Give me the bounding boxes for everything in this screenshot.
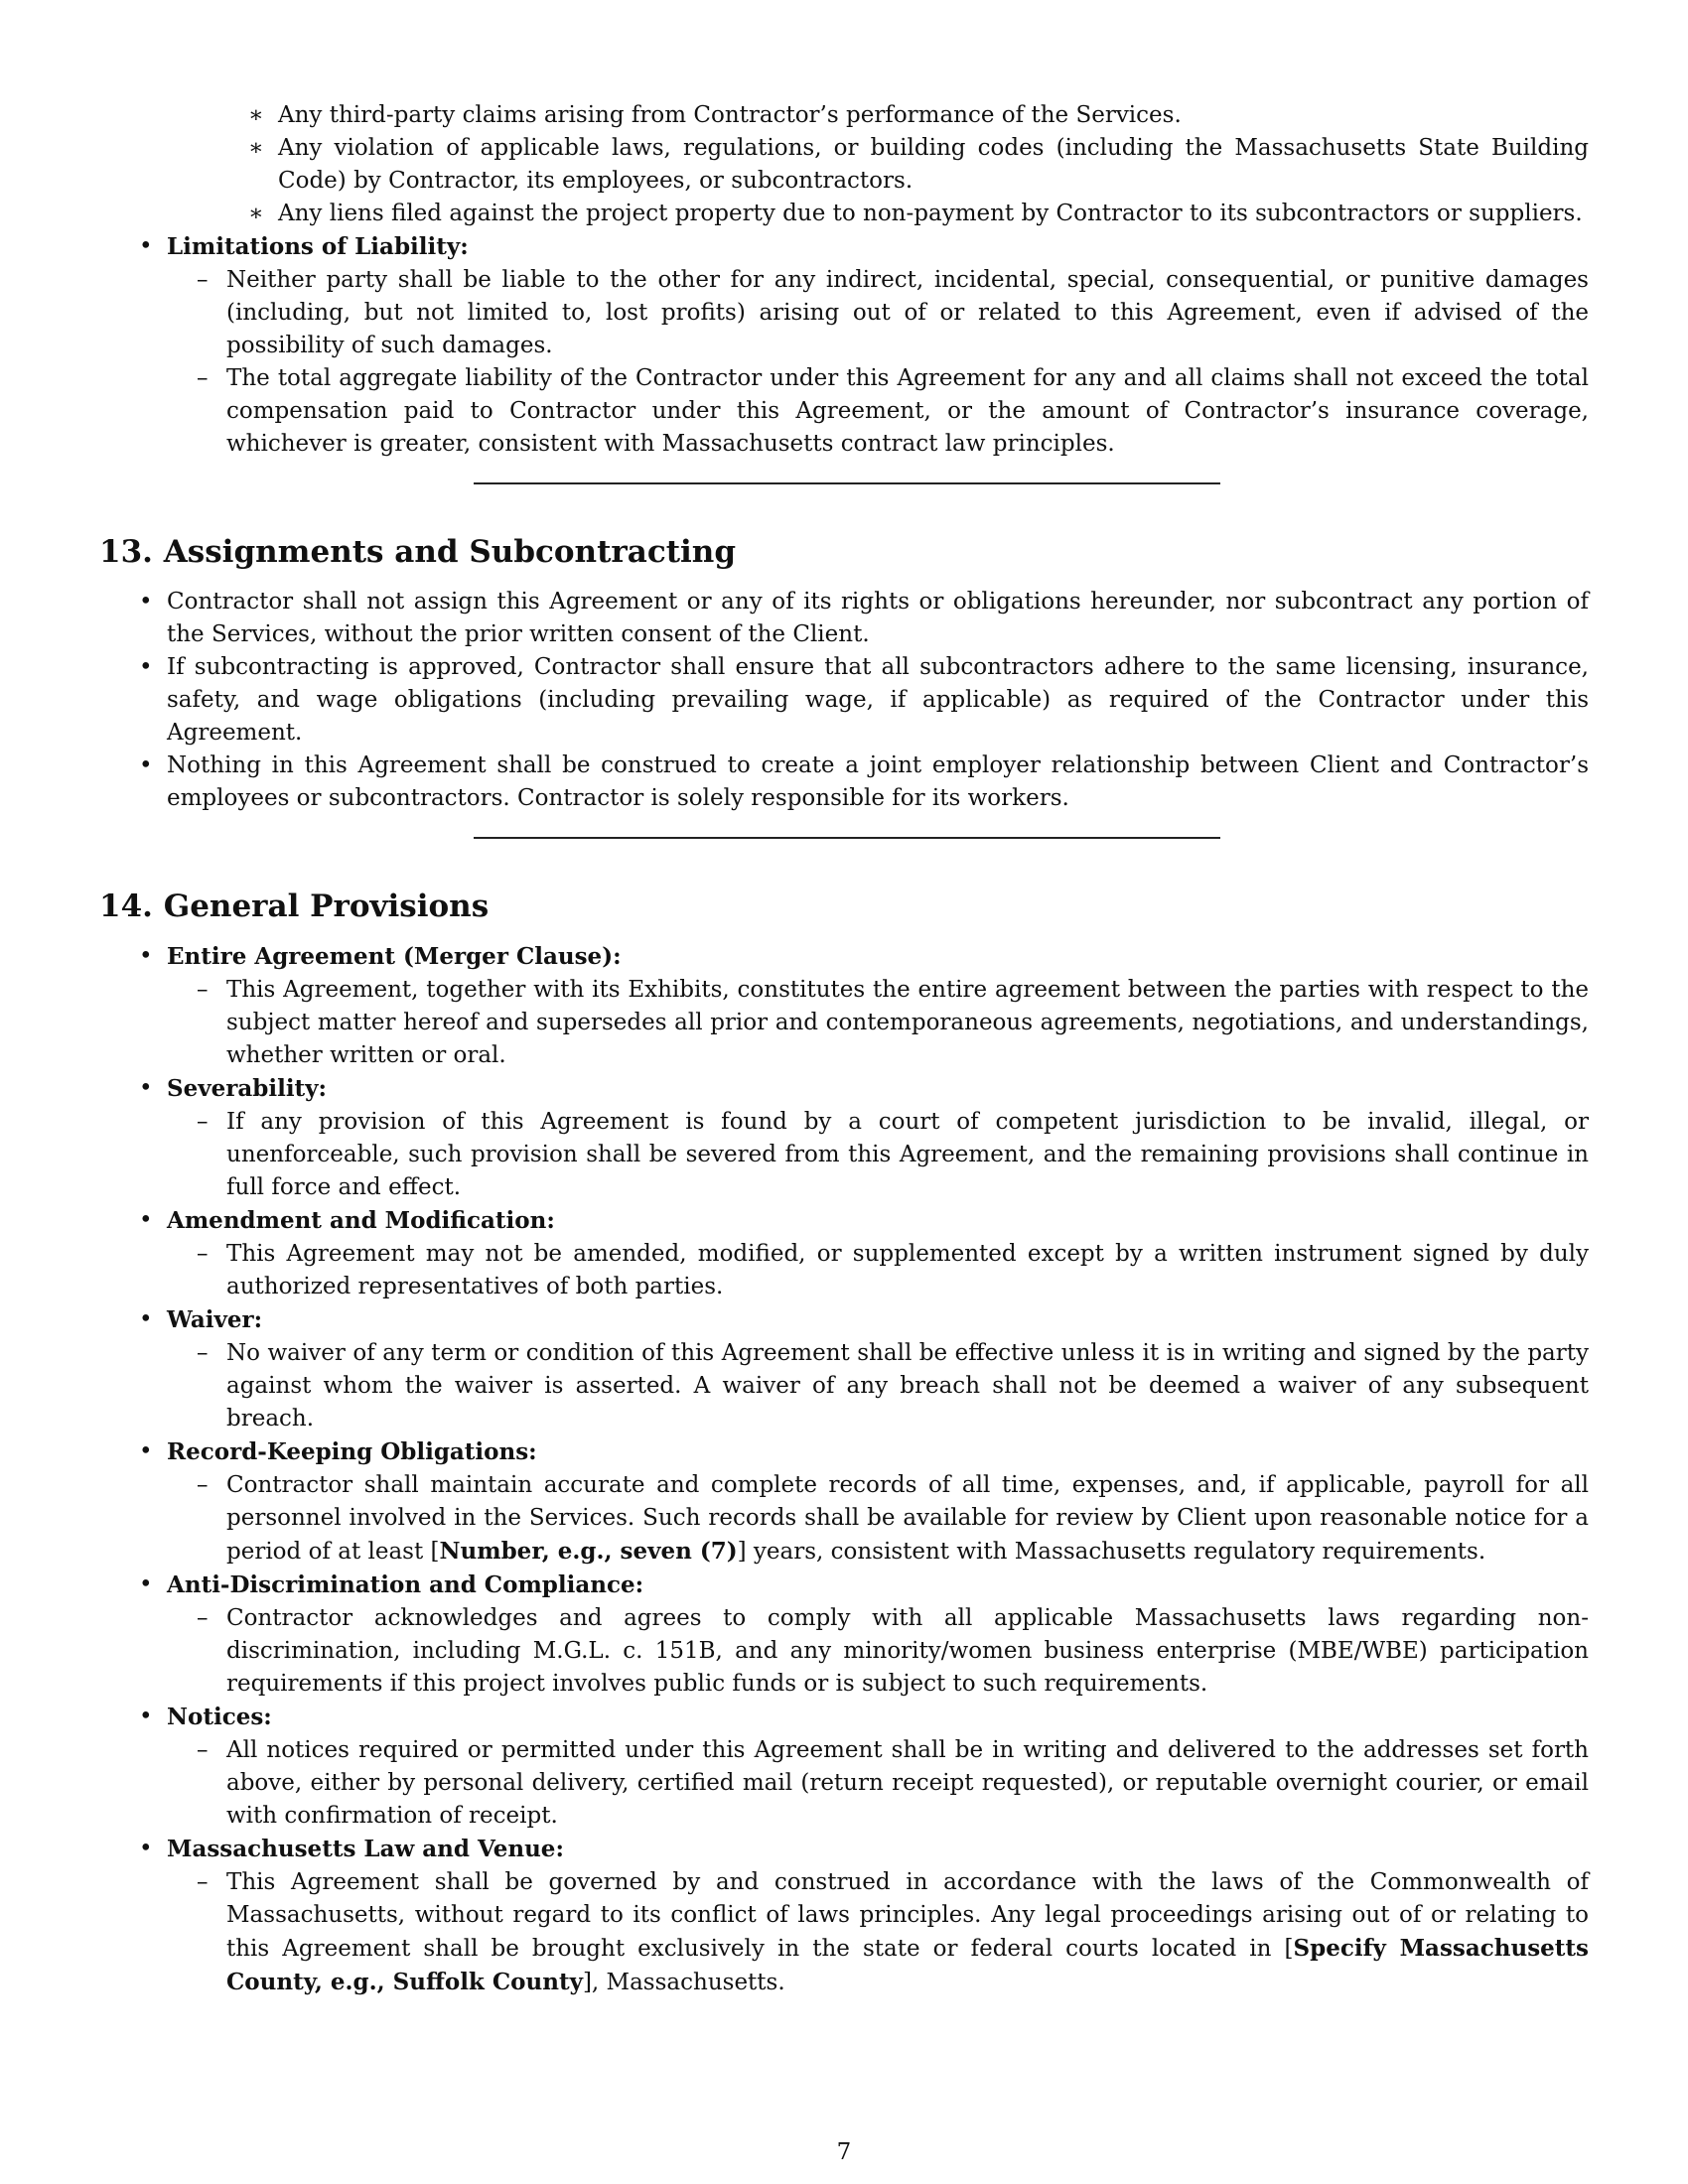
indemnity-sub-list — [278, 99, 1589, 230]
sub-list — [226, 1238, 1589, 1303]
section-heading-13: 13. Assignments and Subcontracting — [99, 534, 737, 570]
sub-list — [226, 1106, 1589, 1204]
list-item — [167, 1569, 1589, 1701]
text-segment: ] years, consistent with Massachusetts regulatory requirements. — [737, 1539, 1486, 1565]
list-item — [167, 1833, 1589, 1999]
item-heading: Anti-Discrimination and Compliance: — [167, 1571, 644, 1598]
sub-list — [226, 1866, 1589, 1999]
list-item — [167, 1303, 1589, 1435]
document-page — [99, 99, 1589, 1999]
item-heading: Limitations of Liability: — [167, 233, 469, 260]
section-divider — [474, 482, 1220, 484]
list-item: – The total aggregate liability of the Contractor under this Agreement for any and all claims shall not exceed the total compensation paid to Contractor under this Agreement, or the amount of Contractor’s insurance coverage, whichever is greater, consistent with Massachusetts contract law principles. — [226, 362, 1589, 461]
item-heading: Massachusetts Law and Venue: — [167, 1836, 564, 1862]
list-item: – This Agreement, together with its Exhibits, constitutes the entire agreement between the parties with respect to the subject matter hereof and supersedes all prior and contemporaneous agreements, negotiations, and understandings, whether written or oral. — [226, 974, 1589, 1072]
list-item: • Contractor shall not assign this Agreement or any of its rights or obligations hereunder, nor subcontract any portion of the Services, without the prior written consent of the Client. — [167, 586, 1589, 651]
page-number: 7 — [836, 2139, 852, 2165]
sub-list — [226, 974, 1589, 1072]
item-heading: Waiver: — [167, 1306, 263, 1333]
list-item: – This Agreement may not be amended, modified, or supplemented except by a written instrument signed by duly authorized representatives of both parties. — [226, 1238, 1589, 1303]
placeholder-field: Number, e.g., seven (7) — [439, 1538, 738, 1565]
text-segment: This Agreement shall be governed by and construed in accordance with the laws of the Commonwealth of Massachusetts, without regard to its conflict of laws principles. Any legal proceedings arising out of or relating to this Agreement shall be brought exclusively in the state or federal courts located in [ — [226, 1869, 1589, 1962]
item-heading: Record-Keeping Obligations: — [167, 1438, 537, 1465]
list-item — [167, 230, 1589, 461]
list-item: – Neither party shall be liable to the other for any indirect, incidental, special, consequential, or punitive damages (including, but not limited to, lost profits) arising out of or related to this Agreement, even if advised of the possibility of such damages. — [226, 264, 1589, 362]
list-item — [226, 1469, 1589, 1569]
list-item: – No waiver of any term or condition of this Agreement shall be effective unless it is in writing and signed by the party against whom the waiver is asserted. A waiver of any breach shall not be deemed a waiver of any subsequent breach. — [226, 1337, 1589, 1435]
placeholder-field: Specify Massachusetts County, e.g., Suffolk County — [226, 1935, 1589, 1995]
section-14-list — [167, 940, 1589, 1999]
sub-list — [226, 1602, 1589, 1701]
sub-list — [226, 1734, 1589, 1833]
list-item — [167, 1072, 1589, 1204]
text-segment: ], Massachusetts. — [582, 1970, 785, 1995]
section-13-list — [167, 586, 1589, 815]
section-heading-14: 14. General Provisions — [99, 888, 490, 924]
list-item — [167, 1435, 1589, 1569]
section-divider — [474, 837, 1220, 839]
sub-list — [226, 1469, 1589, 1569]
sub-list — [226, 1337, 1589, 1435]
text-segment: Contractor shall maintain accurate and complete records of all time, expenses, and, if applicable, payroll for all personnel involved in the Services. Such records shall be available for review by Client upon reasonable notice for a period of at least [ — [226, 1472, 1589, 1565]
list-item: • If subcontracting is approved, Contractor shall ensure that all subcontractors adhere to the same licensing, insurance, safety, and wage obligations (including prevailing wage, if applicable) as required of the Contractor under this Agreement. — [167, 651, 1589, 750]
item-heading: Entire Agreement (Merger Clause): — [167, 943, 622, 970]
liability-list — [167, 230, 1589, 461]
list-item — [167, 940, 1589, 1072]
item-heading: Severability: — [167, 1075, 328, 1102]
item-heading: Amendment and Modification: — [167, 1207, 555, 1234]
list-item: – Contractor acknowledges and agrees to comply with all applicable Massachusetts laws regarding non-discrimination, including M.G.L. c. 151B, and any minority/women business enterprise (MBE/WBE) participation requirements if this project involves public funds or is subject to such requirements. — [226, 1602, 1589, 1701]
list-item: ∗ Any violation of applicable laws, regulations, or building codes (including the Massachusetts State Building Code) by Contractor, its employees, or subcontractors. — [278, 132, 1589, 198]
list-item: – If any provision of this Agreement is found by a court of competent jurisdiction to be invalid, illegal, or unenforceable, such provision shall be severed from this Agreement, and the remaining provisions shall continue in full force and effect. — [226, 1106, 1589, 1204]
sub-list — [226, 264, 1589, 461]
list-item — [226, 1866, 1589, 1999]
list-item: ∗ Any third-party claims arising from Contractor’s performance of the Services. — [278, 99, 1589, 132]
list-item: ∗ Any liens filed against the project property due to non-payment by Contractor to its subcontractors or suppliers. — [278, 198, 1589, 230]
list-item — [167, 1701, 1589, 1833]
list-item — [167, 1204, 1589, 1303]
list-item: – All notices required or permitted under this Agreement shall be in writing and delivered to the addresses set forth above, either by personal delivery, certified mail (return receipt requested), or reputable overnight courier, or email with confirmation of receipt. — [226, 1734, 1589, 1833]
item-heading: Notices: — [167, 1704, 272, 1730]
list-item: • Nothing in this Agreement shall be construed to create a joint employer relationship between Client and Contractor’s employees or subcontractors. Contractor is solely responsible for its workers. — [167, 750, 1589, 815]
